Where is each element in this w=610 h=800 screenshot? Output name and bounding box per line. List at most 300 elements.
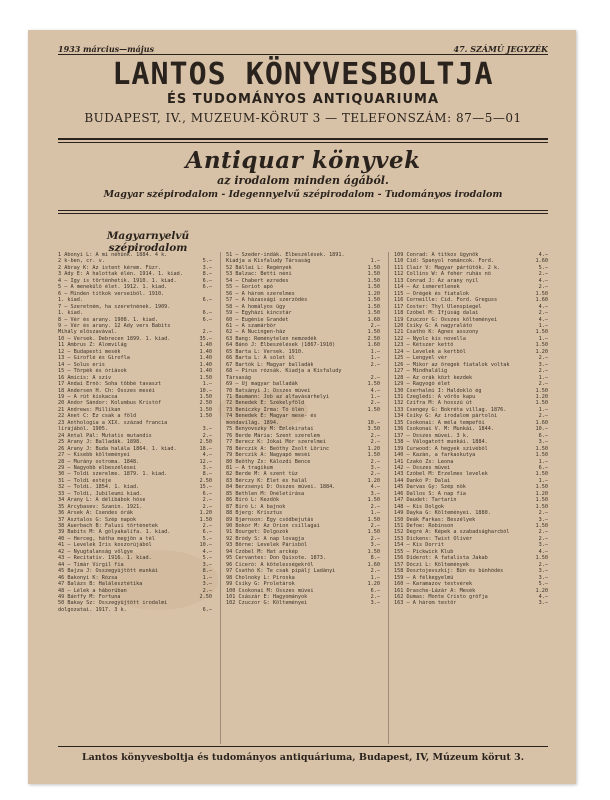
entry-title: 140 — Kazán, a farkaskutya: [394, 452, 476, 459]
entry-title: 3 Ady E: A halottak élén. 1914. 1. kiad.: [58, 271, 183, 278]
entry-title: 14 — Solus eris: [58, 361, 105, 368]
entry-title: 88 Bjerg: Krisztus: [226, 510, 283, 517]
entry-title: 149 Dayka G: Költeményei. 1880.: [394, 510, 491, 517]
listing-column: [220, 252, 380, 744]
entry-title: 130 Cserhalmi I: Haldokló ég: [394, 387, 482, 394]
entry-price: 6.—: [538, 432, 548, 439]
entry-price: 3.—: [538, 542, 548, 549]
entry-title: 139 Curwood: A hegyek szívéből: [394, 445, 488, 452]
entry-title: 68 — Pirus rózsák. Kiadja a Kisfaludy: [226, 368, 342, 375]
entry-title: 51 — Szeder-indák. Elbeszélések. 1891.: [226, 252, 345, 258]
entry-price: 2.—: [202, 432, 212, 439]
entry-price: 1.—: [370, 510, 380, 517]
entry-title: 71 Baumann: Job az alfavásárhelyi: [226, 393, 330, 400]
entry-title: 111 Clair V: Magyar pártütők. 2 k.: [394, 264, 501, 271]
entry-title: 112 Collins W: A fehér ruhás nő: [394, 271, 491, 278]
entry-price: 6.—: [202, 297, 212, 304]
entry-title: 136 Csokonai V. M: Munkái. 1844.: [394, 426, 494, 433]
entry-price: 2.—: [370, 361, 380, 368]
title-rule: [58, 210, 548, 211]
entry-title: 126 — Mikor az öregek fiatalok voltak: [394, 361, 510, 368]
entry-title: 11 Ambrus Z: Álomvilág: [58, 342, 127, 349]
entry-price: 1.—: [202, 381, 212, 388]
entry-title: 83 Bérczy K: Élet és halál: [226, 477, 308, 484]
entry-price: 2.—: [370, 503, 380, 510]
entry-title: 135 Csokonai: A méla tempefői: [394, 419, 485, 426]
entry-price: 2.50: [367, 335, 380, 342]
entry-title: 85 Bethlen M: Önéletírása: [226, 490, 305, 497]
entry-title: 56 — A három szerelmes: [226, 290, 295, 297]
entry-price: 1.50: [367, 303, 380, 310]
entry-price: 3.—: [202, 464, 212, 471]
entry-title: 102 Czuczor G: Költeményei: [226, 600, 308, 607]
entry-price: 8.—: [202, 568, 212, 575]
entry-title: 66 Barta L: A sólet ül: [226, 355, 295, 362]
entry-price: 1.60: [367, 342, 380, 349]
entry-price: 8.—: [202, 471, 212, 478]
entry-price: 1.50: [367, 529, 380, 536]
entry-price: 3.50: [367, 426, 380, 433]
entry-price: 1.40: [199, 355, 212, 362]
entry-title: 119 Czuczor G: Összes költeményei: [394, 316, 498, 323]
entry-price: 1.20: [535, 490, 548, 497]
entry-title: 155 — Pickwick Klub: [394, 548, 454, 555]
entry-title: 34 Arany L: A délibábok hőse: [58, 497, 146, 504]
footer-text: Lantos könyvesboltja és tudományos antiquáriuma, Budapest, IV, Múzeum körut 3.: [81, 752, 525, 763]
entry-price: 6.—: [202, 284, 212, 291]
entry-price: 2.—: [202, 329, 212, 336]
entry-price: 10.—: [535, 426, 548, 433]
entry-price: 4.—: [538, 548, 548, 555]
entry-price: 18.—: [199, 445, 212, 452]
entry-price: 1.20: [535, 348, 548, 355]
entry-title: 6 — Minden titkok verseiből. 1910.: [58, 290, 165, 297]
entry-title: 91 Bourget: Dolgozók: [226, 529, 289, 536]
entry-title: 19 — A rút kiskacsa: [58, 393, 118, 400]
entry-title: 15 — Törpék és óriások: [58, 368, 127, 375]
entry-title: 29 — Nagyobb elbeszélései: [58, 464, 137, 471]
entry-price: 1.20: [367, 581, 380, 588]
entry-price: 6.—: [202, 606, 212, 613]
header-rule-thin: [58, 142, 548, 143]
entry-price: 3.—: [370, 542, 380, 549]
entry-title: 131 Czeglédi: A vörös kapu: [394, 393, 476, 400]
entry-title: 49 Bánffy M: Fortuna: [58, 594, 121, 601]
entry-price: 1.20: [367, 290, 380, 297]
store-name: LANTOS KÖNYVESBOLTJA: [112, 57, 494, 92]
entry-title: 84 Berzsenyi D: Összes művei. 1884.: [226, 484, 336, 491]
entry-title: 7 — Szeretném, ha szeretnének. 1909.: [58, 303, 171, 310]
entry-title: 158 Dosztojevszkij: Bűn és bűnhődés: [394, 568, 504, 575]
entry-price: 1.20: [535, 587, 548, 594]
entry-title: 22 Anet C: Ez csak a föld: [58, 413, 137, 420]
entry-title: 38 Auerbach B: Falusi történetek: [58, 523, 158, 530]
entry-title: 117 Coster: Thyl Ulenspiegel: [394, 303, 482, 310]
entry-title: 39 Babits M: A gólyakalifa. 1. kiad.: [58, 529, 171, 536]
entry-title: 82 Berde M: A szent tűz: [226, 471, 298, 478]
entry-price: 6.—: [538, 464, 548, 471]
entry-price: 1.—: [370, 355, 380, 362]
entry-price: 1.50: [535, 445, 548, 452]
entry-title: 57 — A házassági szerződés: [226, 297, 308, 304]
entry-title: 13 — Giroflé és Girofla: [58, 355, 130, 362]
store-address: BUDAPEST, IV., MUZEUM-KÖRUT 3 — TELEFONSZÁM: 87—5—01: [84, 111, 522, 125]
entry-price: 1.50: [535, 471, 548, 478]
entry-price: 1.50: [535, 387, 548, 394]
entry-title: 1 Abonyi L: A mi néhünk. 1884. 4 k.: [58, 252, 168, 258]
entry-title: 50 Bakay Sz: Összegyűjtött irodalmi: [58, 600, 168, 607]
entry-title: 77 Berecz K: Jókai Mór szerelmei: [226, 439, 326, 446]
entry-title: mondavilág. 1894.: [226, 419, 280, 426]
entry-price: 3.—: [202, 561, 212, 568]
entry-price: 10.—: [199, 387, 212, 394]
entry-price: 3.—: [538, 516, 548, 523]
entry-price: 2.—: [202, 497, 212, 504]
entry-price: 4.—: [538, 277, 548, 284]
entry-title: 97 Csathó K: Te csak pipálj Ladányi: [226, 568, 336, 575]
entry-price: 1.40: [199, 361, 212, 368]
entry-title: 31 — Toldi estéje: [58, 477, 112, 484]
entry-price: 2.50: [199, 477, 212, 484]
entry-price: 1.50: [367, 277, 380, 284]
entry-title: 43 — Recitativ. 1916. 1. kiad.: [58, 555, 152, 562]
entry-price: 1.50: [367, 516, 380, 523]
entry-price: 1.—: [538, 477, 548, 484]
entry-title: 138 — Válogatott munkái. 1884.: [394, 439, 488, 446]
entry-price: 5.—: [538, 264, 548, 271]
entry-title: 160 — Karamazov testvérek: [394, 581, 473, 588]
entry-title: 80 Beöthy Zs: Kálozdi Bence: [226, 458, 311, 465]
entry-price: 1.50: [535, 329, 548, 336]
entry-title: 75 Benyovszky M: Emlékiratai: [226, 426, 314, 433]
entry-title: 44 — Timár Virgil fia: [58, 561, 124, 568]
entry-price: 1.50: [367, 271, 380, 278]
entry-title: 137 — Összes művei. 3 k.: [394, 432, 469, 439]
entry-title: 33 — Toldi, Jubileumi kiad.: [58, 490, 143, 497]
section-heading: Magyarnyelvű szépirodalom: [106, 230, 190, 254]
entry-price: 3.—: [538, 574, 548, 581]
entry-price: 4.—: [538, 303, 548, 310]
entry-title: 92 Bródy S: A nap lovagja: [226, 535, 305, 542]
entry-price: 1.20: [367, 477, 380, 484]
entry-price: 1.50: [367, 497, 380, 504]
entry-price: 4.—: [202, 452, 212, 459]
entry-price: 6.—: [202, 310, 212, 317]
listing-column: [388, 252, 548, 744]
entry-price: 8.—: [202, 271, 212, 278]
entry-title: 45 Bajza J: Összegyűjtött munkái: [58, 568, 158, 575]
entry-title: 129 — Ragyogó élet: [394, 381, 451, 388]
entry-price: 3.—: [538, 361, 548, 368]
entry-price: 1.50: [199, 393, 212, 400]
entry-title: 4 — Így is történhetik. 1910. 1. kiad.: [58, 277, 177, 284]
entry-title: Kiadja a Kisfaludy Társaság: [226, 258, 311, 265]
entry-price: 1.50: [367, 264, 380, 271]
catalog-subtitle: az irodalom minden ágából.: [217, 174, 389, 187]
entry-title: 81 — A tragikum: [226, 464, 273, 471]
entry-price: 2.50: [199, 400, 212, 407]
entry-title: 141 Czakó Zs: Leona: [394, 458, 454, 465]
entry-title: 100 Csokonai M: Összes művei: [226, 587, 314, 594]
entry-price: 1.60: [535, 297, 548, 304]
entry-price: 6.—: [202, 316, 212, 323]
entry-title: 18 Andersen H. Ch: Összes meséi: [58, 387, 155, 394]
entry-price: 2.—: [370, 523, 380, 530]
entry-title: 36 Ársek A: Csendes órák: [58, 510, 133, 517]
entry-price: 2.—: [538, 510, 548, 517]
entry-price: 2.—: [370, 400, 380, 407]
entry-price: 4.—: [538, 594, 548, 601]
list-item: [58, 607, 212, 613]
entry-price: 1.50: [535, 555, 548, 562]
entry-title: 87 Bíró L: A bajnok: [226, 503, 286, 510]
entry-price: 1.60: [535, 258, 548, 265]
catalog-categories: Magyar szépirodalom - Idegennyelvű szépirodalom - Tudományos irodalom: [103, 189, 503, 200]
entry-price: 2.—: [202, 587, 212, 594]
entry-title: 89 Bjørnson: Egy csődbejutás: [226, 516, 314, 523]
entry-title: 42 — Nyugtalanság völgye: [58, 548, 133, 555]
entry-title: 23 Anthologia a XIX. század francia: [58, 419, 168, 426]
entry-title: 16 Amicis: A szív: [58, 374, 112, 381]
entry-price: 3.—: [202, 264, 212, 271]
listing-column: [58, 252, 212, 744]
entry-price: 1.50: [199, 374, 212, 381]
entry-price: 2.—: [370, 535, 380, 542]
entry-price: 6.—: [202, 490, 212, 497]
entry-title: 72 Benedek E: Székelyföld: [226, 400, 305, 407]
entry-price: 1.50: [367, 381, 380, 388]
entry-price: 2.—: [538, 381, 548, 388]
entry-title: 2 Abray K: Az istent kérem. Fűzr.: [58, 264, 162, 271]
entry-price: 2.—: [202, 523, 212, 530]
entry-title: 116 Corneille: Cid. Ford. Greguss: [394, 297, 498, 304]
entry-title: 40 — Herceg, hátha megjön a tél: [58, 535, 155, 542]
entry-title: 122 — Nyolc kis novella: [394, 335, 466, 342]
entry-title: 150 Deák Farkas: Beszélyek: [394, 516, 476, 523]
entry-title: 113 Conrad J: Az arany nyíl: [394, 277, 479, 284]
entry-price: 1.50: [199, 413, 212, 420]
entry-price: 6.—: [202, 277, 212, 284]
entry-price: 2.—: [370, 374, 380, 381]
entry-price: 15.—: [199, 484, 212, 491]
entry-price: 1.50: [535, 342, 548, 349]
list-item: [394, 600, 548, 606]
entry-title: 125 — Lengyel vér: [394, 355, 448, 362]
entry-title: 30 — Toldi szerelme. 1879. 1. kiad.: [58, 471, 168, 478]
entry-title: 96 Ciceró: A kötelességekről: [226, 561, 314, 568]
entry-price: 1.—: [538, 335, 548, 342]
entry-price: 1.60: [535, 419, 548, 426]
entry-title: 69 — Új magyar balladák: [226, 381, 298, 388]
entry-price: 2.—: [538, 310, 548, 317]
entry-title: 159 — A félkegyelmű: [394, 574, 454, 581]
entry-price: 1.—: [370, 574, 380, 581]
entry-title: 70 Batsányi J: Összes művei: [226, 387, 311, 394]
entry-price: 2.—: [538, 368, 548, 375]
entry-title: 62 — A Nucingen-ház: [226, 329, 286, 336]
entry-price: 3.—: [370, 600, 380, 607]
entry-price: 1.50: [535, 400, 548, 407]
entry-title: 37 Asztalos G: Szép napok: [58, 516, 137, 523]
entry-price: 1.50: [199, 406, 212, 413]
entry-price: 1.—: [370, 258, 380, 265]
entry-title: 60 — Eugénie Grandet: [226, 316, 289, 323]
entry-title: 47 Balázs B: Halálesztétika: [58, 581, 143, 588]
entry-title: 93 Börne: Levelek Párisból: [226, 542, 308, 549]
entry-price: 2.—: [538, 413, 548, 420]
entry-price: 3.—: [538, 600, 548, 607]
entry-title: 12 — Budapesti mesék: [58, 348, 121, 355]
entry-title: 54 — Chabert ezredes: [226, 277, 289, 284]
entry-price: 1.—: [538, 322, 548, 329]
entry-title: 143 Czóbel M: Érzelmes levelek: [394, 471, 488, 478]
entry-title: 115 — Orégek és fiatalok: [394, 290, 469, 297]
entry-price: 2.50: [199, 594, 212, 601]
entry-title: 133 Csengey G: Bokréta villag. 1876.: [394, 406, 507, 413]
entry-price: 1.40: [199, 368, 212, 375]
entry-title: 156 Diderot: A fatalista Jakab: [394, 555, 488, 562]
entry-price: 1.50: [367, 310, 380, 317]
entry-price: 1.50: [535, 523, 548, 530]
entry-title: 144 Dankó P: Dalai: [394, 477, 451, 484]
entry-title: 73 Beniczky Irma: Tó ölén: [226, 406, 305, 413]
entry-title: 53 Balzac: Betti néni: [226, 271, 292, 278]
entry-price: 4.—: [538, 316, 548, 323]
entry-title: lírájából. 1905.: [58, 426, 108, 433]
entry-title: 41 — Levelek Iris koszorújából: [58, 542, 152, 549]
entry-title: 27 — Kisebb költeményei: [58, 452, 130, 459]
entry-title: 61 — A szamárbőr: [226, 322, 276, 329]
entry-price: 5.—: [202, 555, 212, 562]
entry-title: 162 Dumas: Monte Cristo grófja: [394, 594, 488, 601]
entry-price: 1.50: [367, 329, 380, 336]
entry-title: 118 Czóbel M: Ifjúság dalai: [394, 310, 479, 317]
entry-title: 154 — Kis Dorrit: [394, 542, 444, 549]
entry-title: 163 — A három testőr: [394, 600, 457, 607]
entry-price: 3.—: [538, 568, 548, 575]
entry-title: 1. kiad.: [58, 297, 83, 304]
entry-title: 76 Berde Mária: Szent szerelem: [226, 432, 320, 439]
entry-title: 10 — Versek. Debrecen 1899. 1. kiad.: [58, 335, 171, 342]
entry-title: 124 — Levelek a kertből: [394, 348, 466, 355]
entry-title: 114 — Az ismeretlenek: [394, 284, 460, 291]
entry-title: 26 Arany J: Buda halála 1864. 1. kiad.: [58, 445, 177, 452]
entry-title: 1. kiad.: [58, 310, 83, 317]
entry-price: 1.50: [367, 284, 380, 291]
entry-price: 2.—: [370, 471, 380, 478]
listing-columns: [58, 252, 548, 744]
date-range: 1933 március—május: [58, 44, 155, 54]
entry-title: Társaság: [226, 374, 251, 381]
entry-title: 64 Bánó J: Elbeszélések (1867-1910): [226, 342, 336, 349]
entry-title: 25 Arany J: Balladák. 1898.: [58, 439, 143, 446]
entry-price: 1.—: [538, 458, 548, 465]
entry-title: 59 — Egyházi kincstár: [226, 310, 292, 317]
entry-price: 1.20: [199, 510, 212, 517]
footer-rule: [58, 746, 548, 747]
entry-title: 123 — Kétszer kettő: [394, 342, 454, 349]
entry-price: 2.—: [538, 355, 548, 362]
entry-price: 2.—: [370, 432, 380, 439]
catalog-page: [28, 30, 576, 784]
list-item: [226, 600, 380, 606]
entry-title: 120 Csiky G: A nagyralátó: [394, 322, 473, 329]
entry-price: 2.—: [538, 271, 548, 278]
issue-line: [58, 44, 548, 54]
entry-price: 6.—: [202, 529, 212, 536]
entry-title: 79 Berczik Á: Nagyapó meséi: [226, 452, 311, 459]
entry-title: 2 k-ben, cr. v.: [58, 258, 105, 265]
entry-title: 86 Bíró L: Kezdők: [226, 497, 280, 504]
entry-price: 1.50: [535, 484, 548, 491]
entry-title: 145 Darvas Gy: Szép nők: [394, 484, 466, 491]
entry-title: 55 — Goriot apó: [226, 284, 273, 291]
store-subtitle: ÉS TUDOMÁNYOS ANTIQUARIUMA: [166, 92, 440, 107]
entry-price: 3.—: [370, 490, 380, 497]
entry-price: 2.—: [538, 535, 548, 542]
entry-price: 5.—: [202, 535, 212, 542]
entry-title: 148 — Kis Dolgok: [394, 503, 444, 510]
entry-price: 2.—: [370, 322, 380, 329]
entry-title: 24 Antal Pál: Mutatis mutandis: [58, 432, 152, 439]
entry-price: 1.—: [370, 348, 380, 355]
entry-price: 2.—: [370, 439, 380, 446]
entry-price: 1.50: [367, 297, 380, 304]
entry-price: 4.—: [538, 252, 548, 258]
entry-price: 2.—: [370, 594, 380, 601]
entry-title: 121 Csathó K: Ágnes asszony: [394, 329, 479, 336]
entry-title: 48 — Lélek a háborúban: [58, 587, 127, 594]
entry-title: 98 Cholnoky L: Piroska: [226, 574, 295, 581]
entry-title: 94 Czóbel M: Hat arckép: [226, 548, 298, 555]
entry-title: 17 Andai Ernő: Soha többé tavaszt: [58, 381, 162, 388]
entry-price: 6.—: [370, 587, 380, 594]
entry-title: 46 Bakonyi K: Rózsa: [58, 574, 118, 581]
entry-price: 1.20: [367, 445, 380, 452]
entry-price: 1.50: [535, 290, 548, 297]
entry-price: 1.50: [535, 503, 548, 510]
entry-title: 74 Benedek E: Magyar mese- és: [226, 413, 317, 420]
header-rule-thick: [58, 138, 548, 140]
entry-title: 63 Bang: Reménytelen nemzedék: [226, 335, 317, 342]
entry-price: 2.—: [370, 458, 380, 465]
entry-price: 3.—: [370, 464, 380, 471]
entry-title: 110 Cid: Spanyol románcok. Ford.: [394, 258, 494, 265]
entry-price: 2.—: [370, 568, 380, 575]
entry-title: 142 — Összes művei: [394, 464, 451, 471]
entry-title: dolgozatai. 1917. 3 k.: [58, 606, 127, 613]
entry-price: 1.50: [367, 406, 380, 413]
entry-price: 8.—: [370, 555, 380, 562]
entry-title: 157 Dóczi L: Költemények: [394, 561, 469, 568]
entry-title: 132 Czifra M: A hosszú út: [394, 400, 473, 407]
catalog-title: Antiquar könyvek: [185, 147, 421, 174]
entry-title: 78 Bérczik Á: Beöthy Zsolt Lörinc: [226, 445, 330, 452]
entry-title: 9 — Vér és arany. 12 Ady vers Babits: [58, 322, 171, 329]
entry-title: Mihály előszavával.: [58, 329, 118, 336]
entry-price: 1.40: [199, 348, 212, 355]
entry-price: 5.—: [538, 581, 548, 588]
entry-title: 5 — A menekülő élet. 1912. 1. kiad.: [58, 284, 168, 291]
entry-price: 1.50: [367, 548, 380, 555]
issue-number: 47. SZÁMÚ JEGYZÉK: [453, 44, 548, 54]
entry-price: 2.—: [538, 529, 548, 536]
entry-price: 2.50: [199, 439, 212, 446]
entry-title: 20 Andor Sándor: Kolumbus Kristóf: [58, 400, 162, 407]
entry-title: 151 Defoe: Robinson: [394, 523, 454, 530]
entry-title: 21 Andrews: Millikan: [58, 406, 121, 413]
masthead: [58, 54, 548, 138]
